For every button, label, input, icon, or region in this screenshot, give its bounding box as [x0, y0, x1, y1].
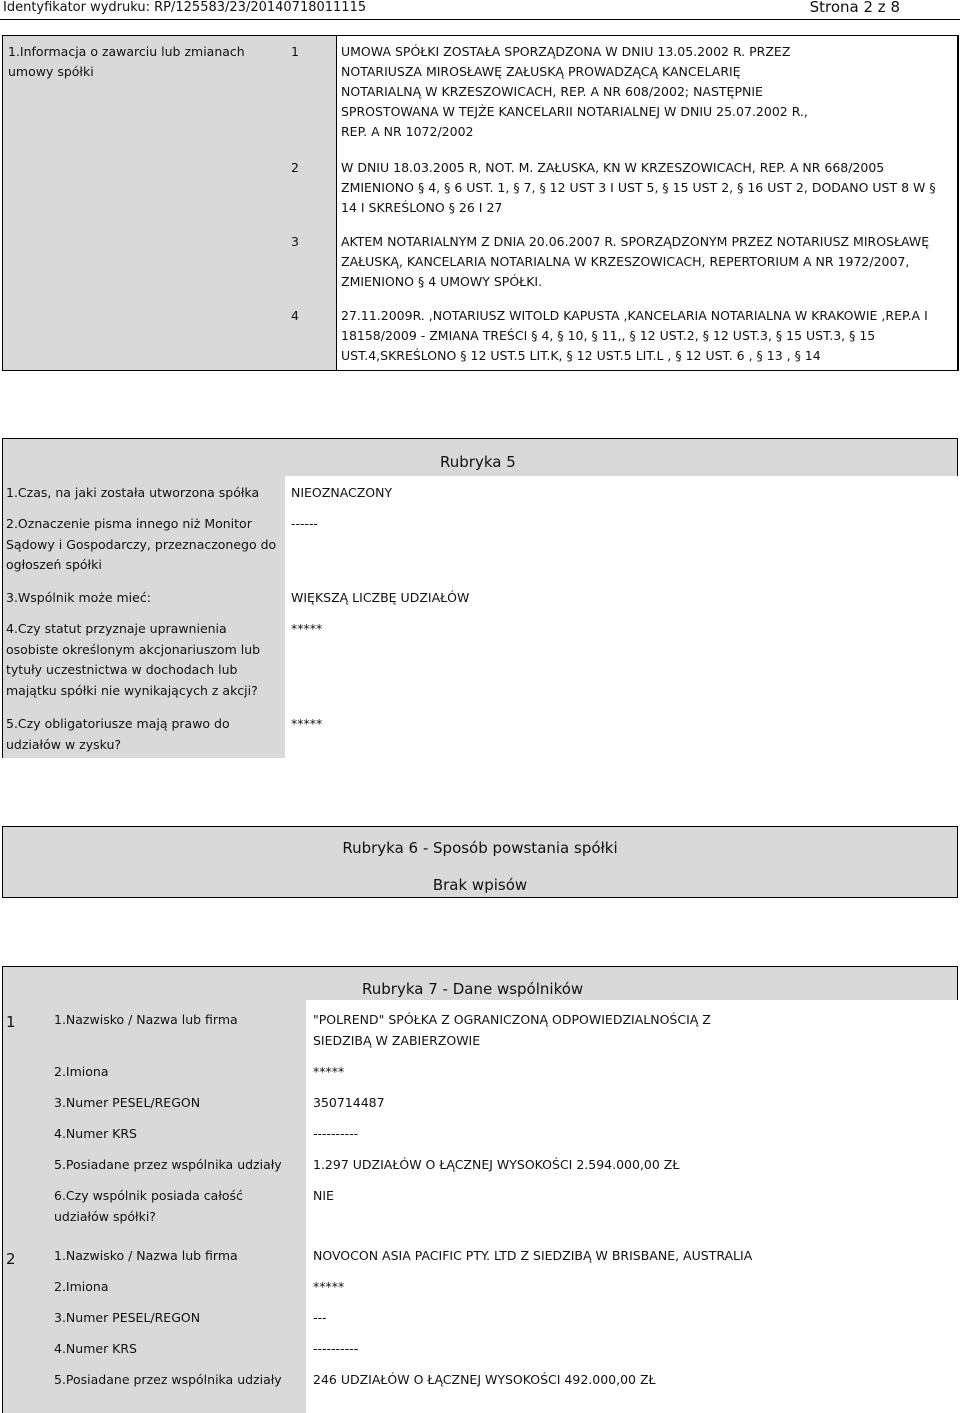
p1-name-value: "POLREND" SPÓŁKA Z OGRANICZONĄ ODPOWIEDZIALNOŚCIĄ Z SIEDZIBĄ W ZABIERZOWIE	[313, 1012, 711, 1048]
p1-krs-label: 4.Numer KRS	[54, 1126, 137, 1141]
r5-row-1-label: 1.Czas, na jaki została utworzona spółka	[6, 485, 260, 500]
r5-row-1-value: NIEOZNACZONY	[291, 485, 393, 500]
entry-2-text: W DNIU 18.03.2005 R, NOT. M. ZAŁUSKA, KN W KRZESZOWICACH, REP. A NR 668/2005 ZMIENIONO § 4, § 6 UST. 1, § 7, § 12 UST 3 I UST 5, § 15 UST 2, § 16 UST 2, DODANO UST 8 W § 14 I SKREŚLONO § 26 I 27	[341, 160, 936, 215]
p2-first-names-value: *****	[313, 1279, 345, 1294]
partner-2-number: 2	[6, 1250, 16, 1268]
page-number: Strona 2 z 8	[809, 0, 900, 16]
rubryka-6-empty-note: Brak wpisów	[432, 876, 528, 894]
p2-krs-value-box	[308, 1336, 957, 1363]
r5-row-2-label: 2.Oznaczenie pisma innego niż Monitor Sądowy i Gospodarczy, przeznaczonego do ogłoszeń spółki	[6, 516, 277, 572]
r5-row-2-value-box	[287, 511, 957, 581]
rubryka-7-number-column	[2, 1000, 51, 1413]
p2-pesel-label: 3.Numer PESEL/REGON	[54, 1310, 201, 1325]
entry-2-number: 2	[291, 160, 299, 175]
p1-name-label: 1.Nazwisko / Nazwa lub firma	[54, 1012, 238, 1027]
r5-row-2-value: ------	[291, 516, 319, 531]
r5-row-4-value: *****	[291, 621, 323, 636]
r5-row-5-value-box	[287, 709, 957, 757]
entry-3-text: AKTEM NOTARIALNYM Z DNIA 20.06.2007 R. SPORZĄDZONYM PRZEZ NOTARIUSZ MIROSŁAWĘ ZAŁUSKĄ, KANCELARIA NOTARIALNA W KRZESZOWICACH, REPERTORIUM A NR 1972/2007, ZMIENIONO § 4 UMOWY SPÓŁKI.	[341, 234, 930, 289]
p2-pesel-value-box	[308, 1305, 957, 1332]
p2-name-value: NOVOCON ASIA PACIFIC PTY. LTD Z SIEDZIBĄ W BRISBANE, AUSTRALIA	[313, 1248, 753, 1263]
p2-first-names-label: 2.Imiona	[54, 1279, 109, 1294]
entry-3-number: 3	[291, 234, 299, 249]
p1-all-shares-value: NIE	[313, 1188, 334, 1203]
p2-first-names-value-box	[308, 1274, 957, 1301]
p1-pesel-value: 350714487	[313, 1095, 385, 1110]
r5-row-5-value: *****	[291, 716, 323, 731]
p2-pesel-value: ---	[313, 1310, 327, 1325]
p2-krs-label: 4.Numer KRS	[54, 1341, 137, 1356]
r5-row-4-label: 4.Czy statut przyznaje uprawnienia osobiste określonym akcjonariuszom lub tytuły uczestnictwa w dochodach lub majątku spółki nie wynikających z akcji?	[6, 621, 261, 698]
rubryka-6-title: Rubryka 6 - Sposób powstania spółki	[342, 839, 618, 857]
p1-pesel-label: 3.Numer PESEL/REGON	[54, 1095, 201, 1110]
p1-shares-value: 1.297 UDZIAŁÓW O ŁĄCZNEJ WYSOKOŚCI 2.594.000,00 ZŁ	[313, 1157, 680, 1172]
rubryka-5-title: Rubryka 5	[440, 453, 516, 471]
section-1-label: 1.Informacja o zawarciu lub zmianach umowy spółki	[8, 44, 245, 79]
p2-krs-value: ----------	[313, 1341, 359, 1356]
p2-shares-label: 5.Posiadane przez wspólnika udziały	[54, 1372, 282, 1387]
p1-first-names-value: *****	[313, 1064, 345, 1079]
r5-row-5-label: 5.Czy obligatoriusze mają prawo do udziałów w zysku?	[6, 716, 230, 752]
p2-shares-value: 246 UDZIAŁÓW O ŁĄCZNEJ WYSOKOŚCI 492.000,00 ZŁ	[313, 1372, 656, 1387]
p1-all-shares-label: 6.Czy wspólnik posiada całość udziałów spółki?	[54, 1188, 243, 1224]
p1-first-names-value-box	[308, 1059, 957, 1086]
r5-row-4-value-box	[287, 616, 957, 705]
entry-4-text: 27.11.2009R. ,NOTARIUSZ WITOLD KAPUSTA ,KANCELARIA NOTARIALNA W KRAKOWIE ,REP.A I 18158/2009 - ZMIANA TREŚCI § 4, § 10, § 11,, § 12 UST.2, § 12 UST.3, § 15 UST.3, § 15 UST.4,SKREŚLONO § 12 UST.5 LIT.K, § 12 UST.5 LIT.L , § 12 UST. 6 , § 13 , § 14	[341, 308, 928, 363]
header-divider	[0, 19, 960, 20]
entry-1-number: 1	[291, 44, 299, 59]
p1-pesel-value-box	[308, 1090, 957, 1117]
entry-4-number: 4	[291, 308, 299, 323]
p1-all-shares-value-box	[308, 1183, 957, 1227]
entry-1-text: UMOWA SPÓŁKI ZOSTAŁA SPORZĄDZONA W DNIU 13.05.2002 R. PRZEZ NOTARIUSZA MIROSŁAWĘ ZAŁUSKĄ PROWADZĄCĄ KANCELARIĘ NOTARIALNĄ W KRZESZOWICACH, REP. A NR 608/2002; NASTĘPNIE SPROSTOWANA W TEJŻE KANCELARII NOTARIALNEJ W DNIU 25.07.2002 R., REP. A NR 1072/2002	[341, 44, 808, 139]
rubryka-7-title: Rubryka 7 - Dane wspólników	[362, 980, 584, 998]
p2-name-label: 1.Nazwisko / Nazwa lub firma	[54, 1248, 238, 1263]
r5-row-3-label: 3.Wspólnik może mieć:	[6, 590, 151, 605]
r5-row-3-value: WIĘKSZĄ LICZBĘ UDZIAŁÓW	[291, 590, 470, 605]
p1-shares-label: 5.Posiadane przez wspólnika udziały	[54, 1157, 282, 1172]
print-identifier: Identyfikator wydruku: RP/125583/23/20140718011115	[3, 0, 367, 15]
p1-krs-value: ----------	[313, 1126, 359, 1141]
p1-krs-value-box	[308, 1121, 957, 1148]
p1-first-names-label: 2.Imiona	[54, 1064, 109, 1079]
partner-1-number: 1	[6, 1013, 16, 1031]
